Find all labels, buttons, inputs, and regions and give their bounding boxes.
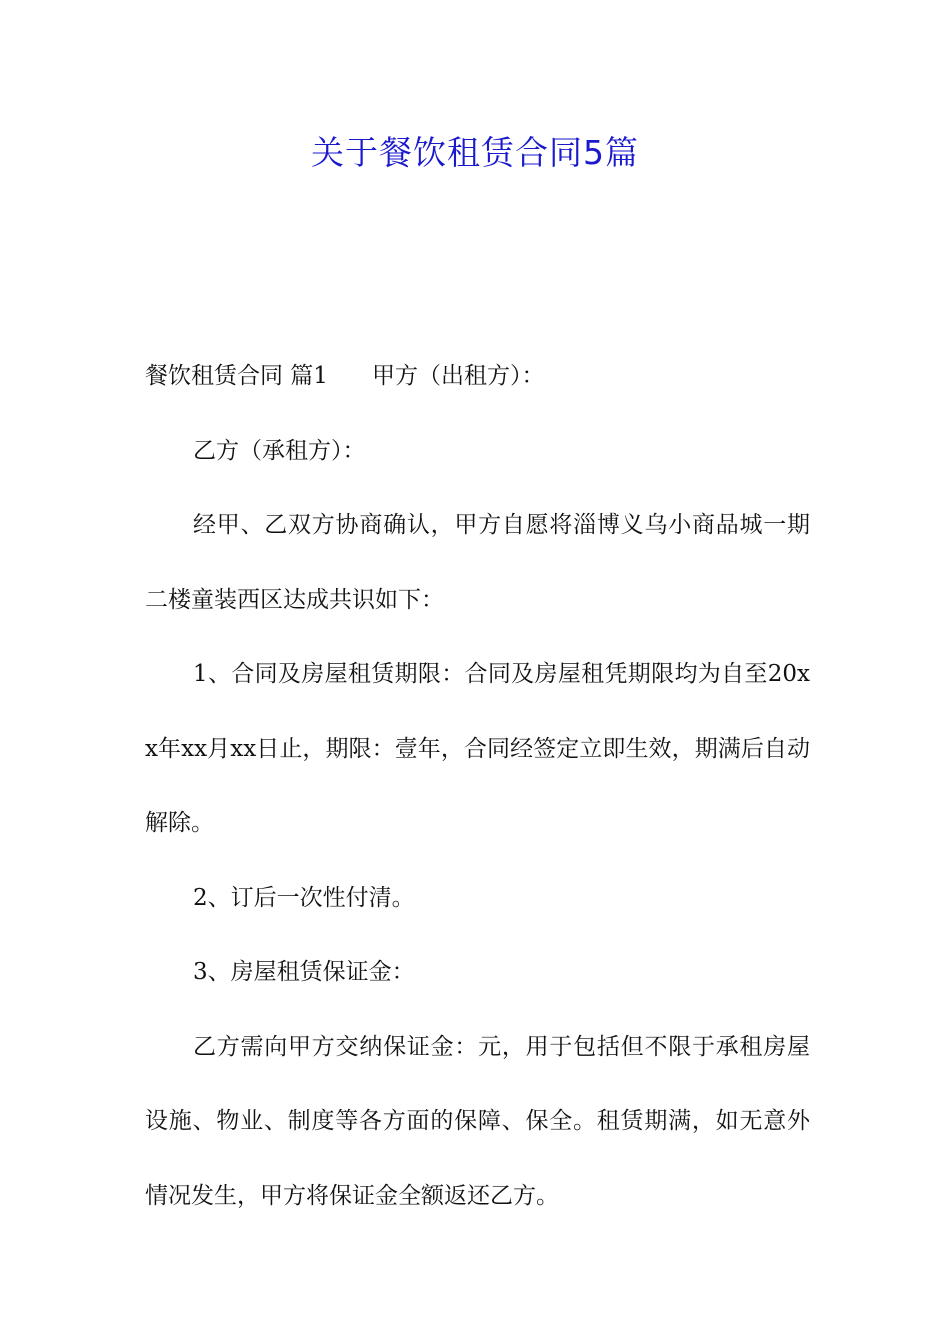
section-label: 餐饮租赁合同 篇1 xyxy=(145,363,328,389)
paragraph-clause-2: 2、订后一次性付清。 xyxy=(193,884,415,911)
paragraph-deposit: 乙方需向甲方交纳保证金：元，用于包括但不限于承租房屋设施、物业、制度等各方面的保障、保全。租赁期满，如无意外情况发生，甲方将保证金全额返还乙方。 xyxy=(145,1033,810,1209)
paragraph-clause-3: 3、房屋租赁保证金： xyxy=(193,959,415,985)
paragraph-intro: 经甲、乙双方协商确认，甲方自愿将淄博义乌小商品城一期二楼童装西区达成共识如下： xyxy=(145,512,810,613)
section-heading-line xyxy=(145,339,810,414)
document-title: 关于餐饮租赁合同5篇 xyxy=(311,133,639,172)
party-b-label: 乙方（承租方）： xyxy=(193,437,366,464)
party-a-label: 甲方（出租方）： xyxy=(371,363,545,389)
document-body xyxy=(145,339,810,1233)
paragraph-clause-1: 1、合同及房屋租赁期限：合同及房屋租凭期限均为自至20xx年xx月xx日止，期限：壹年，合同经签定立即生效，期满后自动解除。 xyxy=(145,661,810,836)
